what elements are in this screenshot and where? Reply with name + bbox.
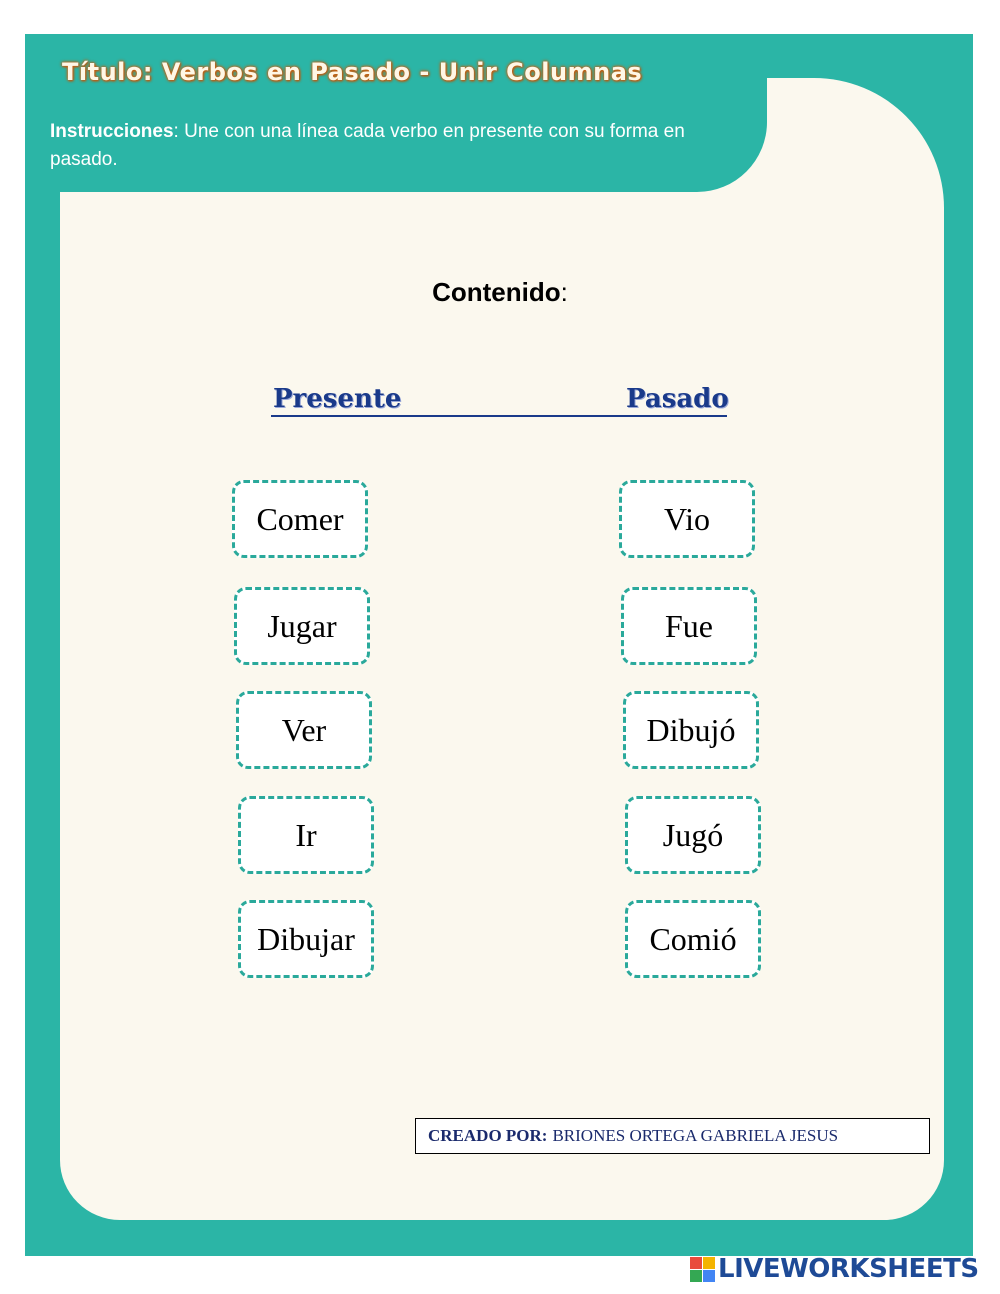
credit-label: CREADO POR:	[428, 1126, 548, 1145]
heading-underline	[271, 415, 727, 417]
pasado-verb-box[interactable]: Jugó	[625, 796, 761, 874]
instructions-text: : Une con una línea cada verbo en presente con su forma en pasado.	[50, 121, 685, 170]
liveworksheets-brand	[690, 1254, 979, 1284]
pasado-verb-box[interactable]: Fue	[621, 587, 757, 665]
pasado-verb-box[interactable]: Vio	[619, 480, 755, 558]
presente-heading: Presente	[273, 384, 402, 414]
instructions	[50, 118, 750, 174]
worksheet-title: Título: Verbos en Pasado - Unir Columnas	[62, 58, 643, 86]
presente-verb-box[interactable]: Dibujar	[238, 900, 374, 978]
liveworksheets-logo-icon	[690, 1257, 715, 1282]
pasado-verb-box[interactable]: Dibujó	[623, 691, 759, 769]
presente-verb-box[interactable]: Ir	[238, 796, 374, 874]
pasado-verb-box[interactable]: Comió	[625, 900, 761, 978]
content-label	[0, 277, 1000, 308]
content-label-suffix: :	[560, 277, 568, 307]
author-credit	[415, 1118, 930, 1154]
pasado-heading: Pasado	[626, 384, 729, 414]
presente-verb-box[interactable]: Ver	[236, 691, 372, 769]
presente-verb-box[interactable]: Jugar	[234, 587, 370, 665]
presente-verb-box[interactable]: Comer	[232, 480, 368, 558]
instructions-label: Instrucciones	[50, 121, 174, 142]
credit-author: BRIONES ORTEGA GABRIELA JESUS	[552, 1126, 839, 1145]
brand-name: LIVEWORKSHEETS	[718, 1254, 979, 1284]
worksheet-paper	[60, 78, 944, 1220]
content-label-text: Contenido	[432, 277, 561, 307]
